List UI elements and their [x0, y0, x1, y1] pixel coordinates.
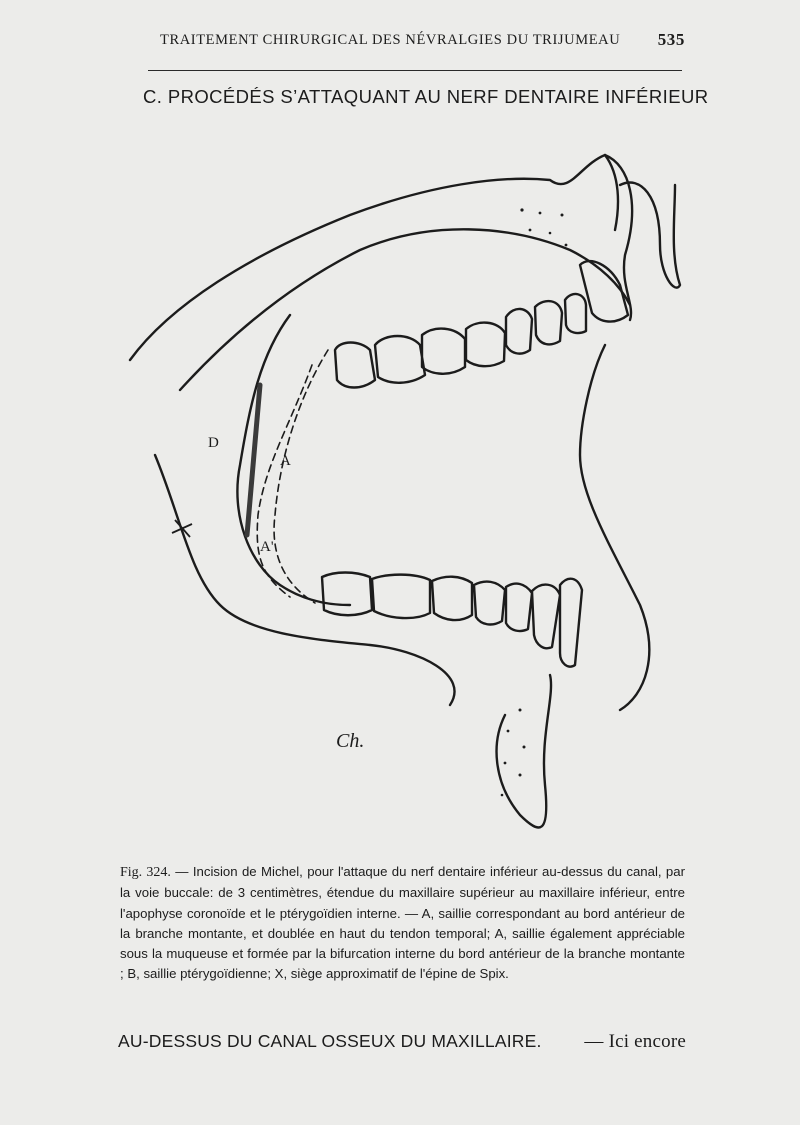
label-d: D [208, 435, 219, 451]
lower-teeth-row [322, 573, 582, 667]
jaw-outline-left [155, 455, 455, 705]
label-a-prime: A' [260, 539, 274, 555]
upper-lip-profile [605, 155, 632, 320]
body-text-right: — Ici encore [584, 1031, 686, 1052]
signature: Ch. [336, 730, 365, 752]
caption-text: — Incision de Michel, pour l'attaque du nerf dentaire inférieur au-dessus du canal, par la voie buccale: de 3 centimètres, étendue du maxillaire supérieur au maxillaire inférieur, entre l'apophyse coronoïde et le ptérygoïdien interne. — A, saillie correspondant au bord antérieur de la branche montante, et doublée en haut du tendon temporal; A, saillie également appréciable sous la muqueuse et formée par la bifurcation interne du bord antérieur de la branche montante ; B, saillie ptérygoïdienne; X, siège approximatif de l'épine de Spix. [120, 864, 685, 982]
running-head [160, 30, 685, 52]
dashed-guide-a-prime [257, 365, 312, 597]
upper-lip-outline [130, 155, 618, 360]
anatomical-illustration [100, 135, 720, 850]
cheek-outline-right [580, 345, 649, 710]
cheek-outline-upper [180, 229, 630, 390]
figure-number: Fig. 324. [120, 865, 171, 880]
lower-lip-outline [497, 675, 551, 827]
dashed-guide-a [274, 350, 328, 603]
x-mark [172, 520, 192, 537]
lip-stippling [501, 208, 568, 796]
page-number: 535 [657, 30, 685, 49]
body-text-line [118, 1031, 686, 1052]
label-a: A [280, 453, 291, 469]
section-title: C. PROCÉDÉS S’ATTAQUANT AU NERF DENTAIRE INFÉRIEUR [143, 86, 709, 107]
body-text-left: AU-DESSUS DU CANAL OSSEUX DU MAXILLAIRE. [118, 1031, 542, 1051]
header-rule [148, 70, 682, 71]
upper-teeth-row [335, 261, 628, 387]
running-title: TRAITEMENT CHIRURGICAL DES NÉVRALGIES DU TRIJUMEAU [160, 32, 621, 48]
figure-caption [120, 862, 685, 985]
